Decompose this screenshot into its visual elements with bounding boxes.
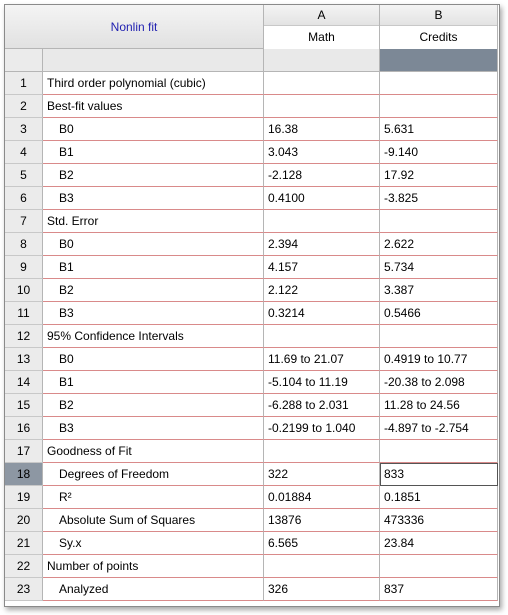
row-number[interactable]: 22: [5, 555, 43, 578]
cell-math[interactable]: [264, 72, 380, 95]
table-row: [5, 532, 498, 555]
sheet-title[interactable]: Nonlin fit: [5, 5, 264, 49]
table-row: [5, 509, 498, 532]
table-row: [5, 279, 498, 302]
cell-math[interactable]: 3.043: [264, 141, 380, 164]
table-row: [5, 118, 498, 141]
row-number[interactable]: 5: [5, 164, 43, 187]
table-row: [5, 578, 498, 601]
cell-credits[interactable]: [380, 555, 498, 578]
table-row: [5, 325, 498, 348]
cell-credits[interactable]: [380, 72, 498, 95]
table-row: [5, 555, 498, 578]
subheader-b[interactable]: [380, 49, 498, 72]
cell-credits[interactable]: 5.734: [380, 256, 498, 279]
cell-math[interactable]: 6.565: [264, 532, 380, 555]
cell-credits[interactable]: 0.4919 to 10.77: [380, 348, 498, 371]
row-label[interactable]: B0: [43, 348, 264, 371]
row-label[interactable]: Degrees of Freedom: [43, 463, 264, 486]
cell-math[interactable]: 2.122: [264, 279, 380, 302]
cell-credits[interactable]: [380, 95, 498, 118]
column-header-b[interactable]: [380, 5, 498, 49]
row-label[interactable]: B3: [43, 302, 264, 325]
column-header-a[interactable]: [264, 5, 380, 49]
cell-math[interactable]: 11.69 to 21.07: [264, 348, 380, 371]
table-row: [5, 256, 498, 279]
row-label[interactable]: B3: [43, 187, 264, 210]
table-row: [5, 371, 498, 394]
cell-credits[interactable]: -20.38 to 2.098: [380, 371, 498, 394]
cell-math[interactable]: 0.3214: [264, 302, 380, 325]
row-label[interactable]: B2: [43, 164, 264, 187]
results-sheet: [4, 4, 500, 607]
subheader-a[interactable]: [264, 49, 380, 72]
subheader-corner: [5, 49, 43, 72]
cell-math[interactable]: [264, 325, 380, 348]
cell-credits[interactable]: 2.622: [380, 233, 498, 256]
row-label[interactable]: Third order polynomial (cubic): [43, 72, 264, 95]
column-letter-a: A: [264, 5, 379, 26]
row-label[interactable]: Std. Error: [43, 210, 264, 233]
table-row: [5, 72, 498, 95]
cell-math[interactable]: [264, 210, 380, 233]
row-number[interactable]: 12: [5, 325, 43, 348]
row-number[interactable]: 19: [5, 486, 43, 509]
row-label[interactable]: Best-fit values: [43, 95, 264, 118]
cell-credits[interactable]: -9.140: [380, 141, 498, 164]
row-label[interactable]: 95% Confidence Intervals: [43, 325, 264, 348]
table-row: [5, 348, 498, 371]
row-number[interactable]: 1: [5, 72, 43, 95]
cell-math[interactable]: [264, 95, 380, 118]
column-letter-b: B: [380, 5, 497, 26]
table-row: [5, 463, 498, 486]
row-number[interactable]: 11: [5, 302, 43, 325]
cell-math[interactable]: -6.288 to 2.031: [264, 394, 380, 417]
table-row: [5, 95, 498, 118]
row-number[interactable]: 4: [5, 141, 43, 164]
table-row: [5, 394, 498, 417]
row-label[interactable]: Absolute Sum of Squares: [43, 509, 264, 532]
table-row: [5, 440, 498, 463]
cell-math[interactable]: 0.01884: [264, 486, 380, 509]
cell-math[interactable]: 4.157: [264, 256, 380, 279]
row-number[interactable]: 6: [5, 187, 43, 210]
table-row: [5, 164, 498, 187]
row-label[interactable]: B2: [43, 279, 264, 302]
cell-credits[interactable]: 473336: [380, 509, 498, 532]
row-number[interactable]: 23: [5, 578, 43, 601]
table-row: [5, 233, 498, 256]
table-row: [5, 486, 498, 509]
row-label[interactable]: Analyzed: [43, 578, 264, 601]
row-number[interactable]: 13: [5, 348, 43, 371]
row-number[interactable]: 21: [5, 532, 43, 555]
cell-credits[interactable]: 837: [380, 578, 498, 601]
cell-math[interactable]: 13876: [264, 509, 380, 532]
cell-credits[interactable]: -4.897 to -2.754: [380, 417, 498, 440]
cell-credits[interactable]: [380, 440, 498, 463]
row-number[interactable]: 2: [5, 95, 43, 118]
cell-math[interactable]: 16.38: [264, 118, 380, 141]
row-label[interactable]: B1: [43, 141, 264, 164]
column-name-a[interactable]: Math: [264, 26, 379, 49]
row-number[interactable]: 20: [5, 509, 43, 532]
subheader-label: [43, 49, 264, 72]
row-number[interactable]: 16: [5, 417, 43, 440]
row-number[interactable]: 9: [5, 256, 43, 279]
cell-math[interactable]: 322: [264, 463, 380, 486]
cell-math[interactable]: -0.2199 to 1.040: [264, 417, 380, 440]
row-label[interactable]: B0: [43, 118, 264, 141]
row-number[interactable]: 17: [5, 440, 43, 463]
table-row: [5, 141, 498, 164]
table-row: [5, 417, 498, 440]
cell-credits[interactable]: 17.92: [380, 164, 498, 187]
cell-credits[interactable]: 5.631: [380, 118, 498, 141]
row-label[interactable]: R²: [43, 486, 264, 509]
row-label[interactable]: Number of points: [43, 555, 264, 578]
row-number[interactable]: 8: [5, 233, 43, 256]
row-label[interactable]: B2: [43, 394, 264, 417]
cell-credits[interactable]: 11.28 to 24.56: [380, 394, 498, 417]
cell-math[interactable]: [264, 555, 380, 578]
row-label[interactable]: B0: [43, 233, 264, 256]
row-label[interactable]: B1: [43, 371, 264, 394]
row-number[interactable]: 15: [5, 394, 43, 417]
row-label[interactable]: Goodness of Fit: [43, 440, 264, 463]
cell-credits[interactable]: 0.1851: [380, 486, 498, 509]
row-number[interactable]: 18: [5, 463, 43, 486]
row-number[interactable]: 3: [5, 118, 43, 141]
cell-math[interactable]: [264, 440, 380, 463]
cell-math[interactable]: 0.4100: [264, 187, 380, 210]
cell-credits[interactable]: [380, 210, 498, 233]
row-label[interactable]: B3: [43, 417, 264, 440]
table-row: [5, 210, 498, 233]
cell-credits[interactable]: 3.387: [380, 279, 498, 302]
cell-credits[interactable]: 23.84: [380, 532, 498, 555]
row-number[interactable]: 14: [5, 371, 43, 394]
table-row: [5, 187, 498, 210]
row-number[interactable]: 7: [5, 210, 43, 233]
cell-math[interactable]: -5.104 to 11.19: [264, 371, 380, 394]
cell-credits[interactable]: -3.825: [380, 187, 498, 210]
cell-credits[interactable]: 0.5466: [380, 302, 498, 325]
table-row: [5, 302, 498, 325]
cell-math[interactable]: 326: [264, 578, 380, 601]
cell-math[interactable]: 2.394: [264, 233, 380, 256]
column-name-b[interactable]: Credits: [380, 26, 497, 49]
row-label[interactable]: B1: [43, 256, 264, 279]
cell-math[interactable]: -2.128: [264, 164, 380, 187]
row-number[interactable]: 10: [5, 279, 43, 302]
row-label[interactable]: Sy.x: [43, 532, 264, 555]
cell-credits[interactable]: 833: [380, 463, 498, 486]
cell-credits[interactable]: [380, 325, 498, 348]
